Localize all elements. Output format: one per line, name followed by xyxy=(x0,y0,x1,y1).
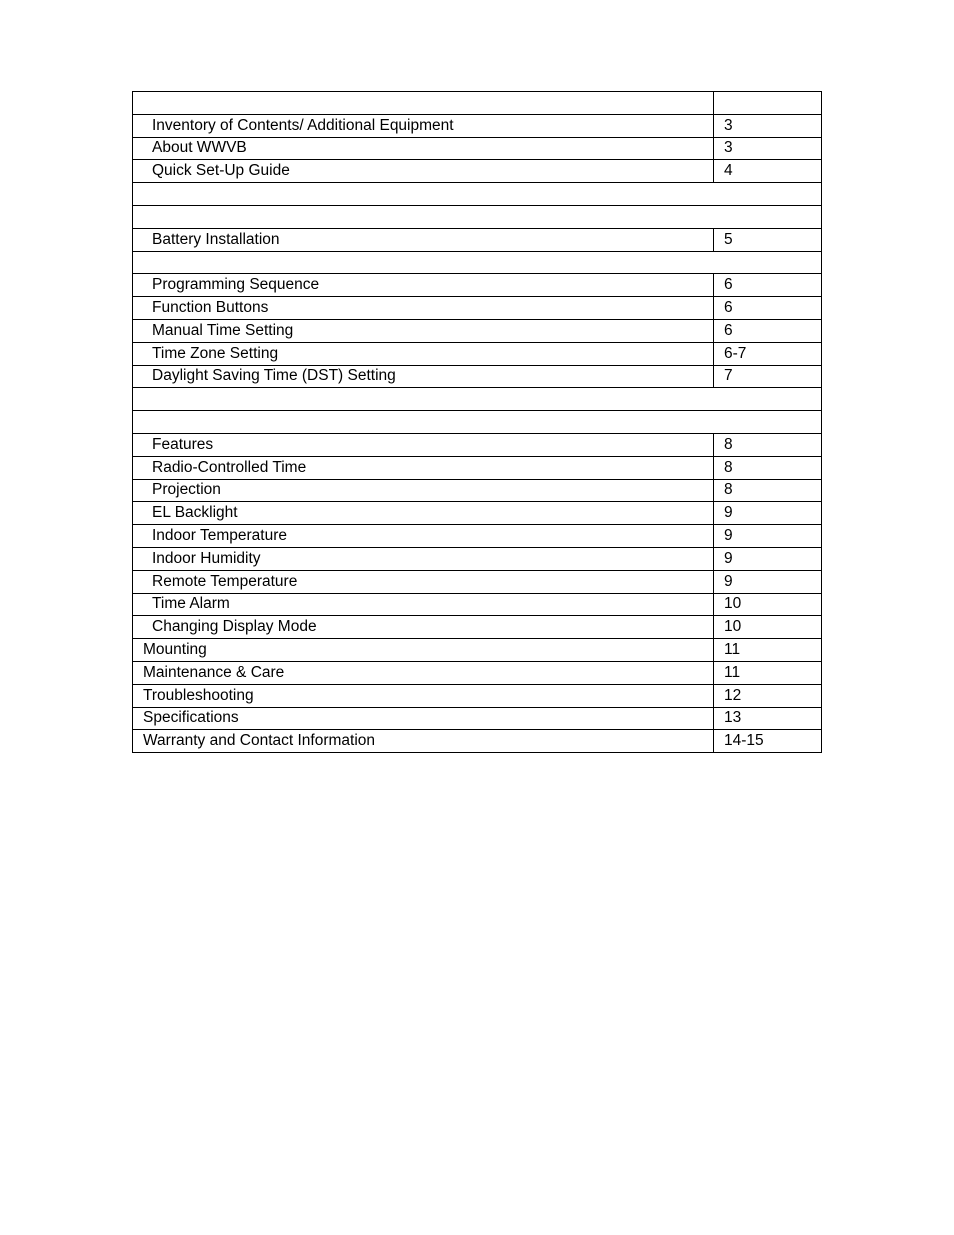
toc-section-row xyxy=(133,251,822,274)
toc-entry-row xyxy=(133,365,822,388)
toc-entry-row xyxy=(133,479,822,502)
toc-entry-title: Time Alarm xyxy=(133,593,714,616)
toc-entry-row xyxy=(133,661,822,684)
toc-entry-title: Projection xyxy=(133,479,714,502)
toc-entry-page: 14-15 xyxy=(714,730,822,753)
toc-entry-title: About WWVB xyxy=(133,137,714,160)
toc-entry-page: 13 xyxy=(714,707,822,730)
toc-entry-title: Quick Set-Up Guide xyxy=(133,160,714,183)
toc-entry-title: Daylight Saving Time (DST) Setting xyxy=(133,365,714,388)
toc-entry-title: EL Backlight xyxy=(133,502,714,525)
toc-section-row xyxy=(133,205,822,228)
toc-entry-page: 10 xyxy=(714,593,822,616)
toc-entry-row xyxy=(133,502,822,525)
toc-entry-page: 9 xyxy=(714,525,822,548)
toc-header-row xyxy=(133,92,822,115)
toc-entry-page: 9 xyxy=(714,547,822,570)
toc-entry-page: 9 xyxy=(714,570,822,593)
toc-entry-row xyxy=(133,137,822,160)
toc-entry-row xyxy=(133,616,822,639)
toc-entry-page: 6-7 xyxy=(714,342,822,365)
toc-entry-title: Function Buttons xyxy=(133,297,714,320)
toc-entry-row xyxy=(133,525,822,548)
toc-entry-title: Specifications xyxy=(133,707,714,730)
toc-entry-title: Troubleshooting xyxy=(133,684,714,707)
toc-entry-title: Changing Display Mode xyxy=(133,616,714,639)
toc-entry-row xyxy=(133,433,822,456)
toc-entry-row xyxy=(133,547,822,570)
toc-entry-page: 5 xyxy=(714,228,822,251)
toc-entry-title: Remote Temperature xyxy=(133,570,714,593)
toc-entry-title: Manual Time Setting xyxy=(133,319,714,342)
toc-entry-page: 12 xyxy=(714,684,822,707)
toc-entry-page: 8 xyxy=(714,433,822,456)
toc-entry-title: Programming Sequence xyxy=(133,274,714,297)
toc-entry-page: 8 xyxy=(714,456,822,479)
toc-section-row xyxy=(133,183,822,206)
toc-entry-row xyxy=(133,593,822,616)
toc-section-title xyxy=(133,251,822,274)
toc-entry-title: Time Zone Setting xyxy=(133,342,714,365)
table-of-contents xyxy=(132,91,822,753)
toc-entry-row xyxy=(133,684,822,707)
toc-entry-row xyxy=(133,319,822,342)
toc-entry-row xyxy=(133,160,822,183)
toc-entry-page: 11 xyxy=(714,639,822,662)
toc-entry-title: Inventory of Contents/ Additional Equipment xyxy=(133,114,714,137)
toc-entry-row xyxy=(133,342,822,365)
toc-entry-title: Warranty and Contact Information xyxy=(133,730,714,753)
toc-section-title xyxy=(133,183,822,206)
toc-entry-page: 6 xyxy=(714,274,822,297)
toc-entry-title: Radio-Controlled Time xyxy=(133,456,714,479)
toc-entry-row xyxy=(133,456,822,479)
toc-entry-page: 6 xyxy=(714,297,822,320)
toc-entry-title: Maintenance & Care xyxy=(133,661,714,684)
toc-entry-row xyxy=(133,639,822,662)
toc-entry-row xyxy=(133,297,822,320)
toc-section-title xyxy=(133,411,822,434)
toc-entry-row xyxy=(133,114,822,137)
toc-entry-page: 10 xyxy=(714,616,822,639)
toc-section-row xyxy=(133,388,822,411)
toc-entry-page: 9 xyxy=(714,502,822,525)
toc-entry-title xyxy=(133,92,714,115)
toc-entry-page: 8 xyxy=(714,479,822,502)
toc-entry-title: Indoor Temperature xyxy=(133,525,714,548)
toc-entry-page: 3 xyxy=(714,137,822,160)
toc-entry-title: Indoor Humidity xyxy=(133,547,714,570)
toc-section-row xyxy=(133,411,822,434)
toc-entry-row xyxy=(133,274,822,297)
toc-entry-row xyxy=(133,570,822,593)
toc-entry-title: Battery Installation xyxy=(133,228,714,251)
toc-section-title xyxy=(133,205,822,228)
toc-entry-row xyxy=(133,730,822,753)
toc-entry-row xyxy=(133,228,822,251)
toc-entry-page: 4 xyxy=(714,160,822,183)
toc-entry-row xyxy=(133,707,822,730)
toc-section-title xyxy=(133,388,822,411)
toc-entry-page: 6 xyxy=(714,319,822,342)
toc-entry-title: Features xyxy=(133,433,714,456)
toc-entry-page: 3 xyxy=(714,114,822,137)
toc-body xyxy=(133,92,822,753)
toc-entry-page: 11 xyxy=(714,661,822,684)
toc-entry-page xyxy=(714,92,822,115)
toc-entry-title: Mounting xyxy=(133,639,714,662)
toc-entry-page: 7 xyxy=(714,365,822,388)
